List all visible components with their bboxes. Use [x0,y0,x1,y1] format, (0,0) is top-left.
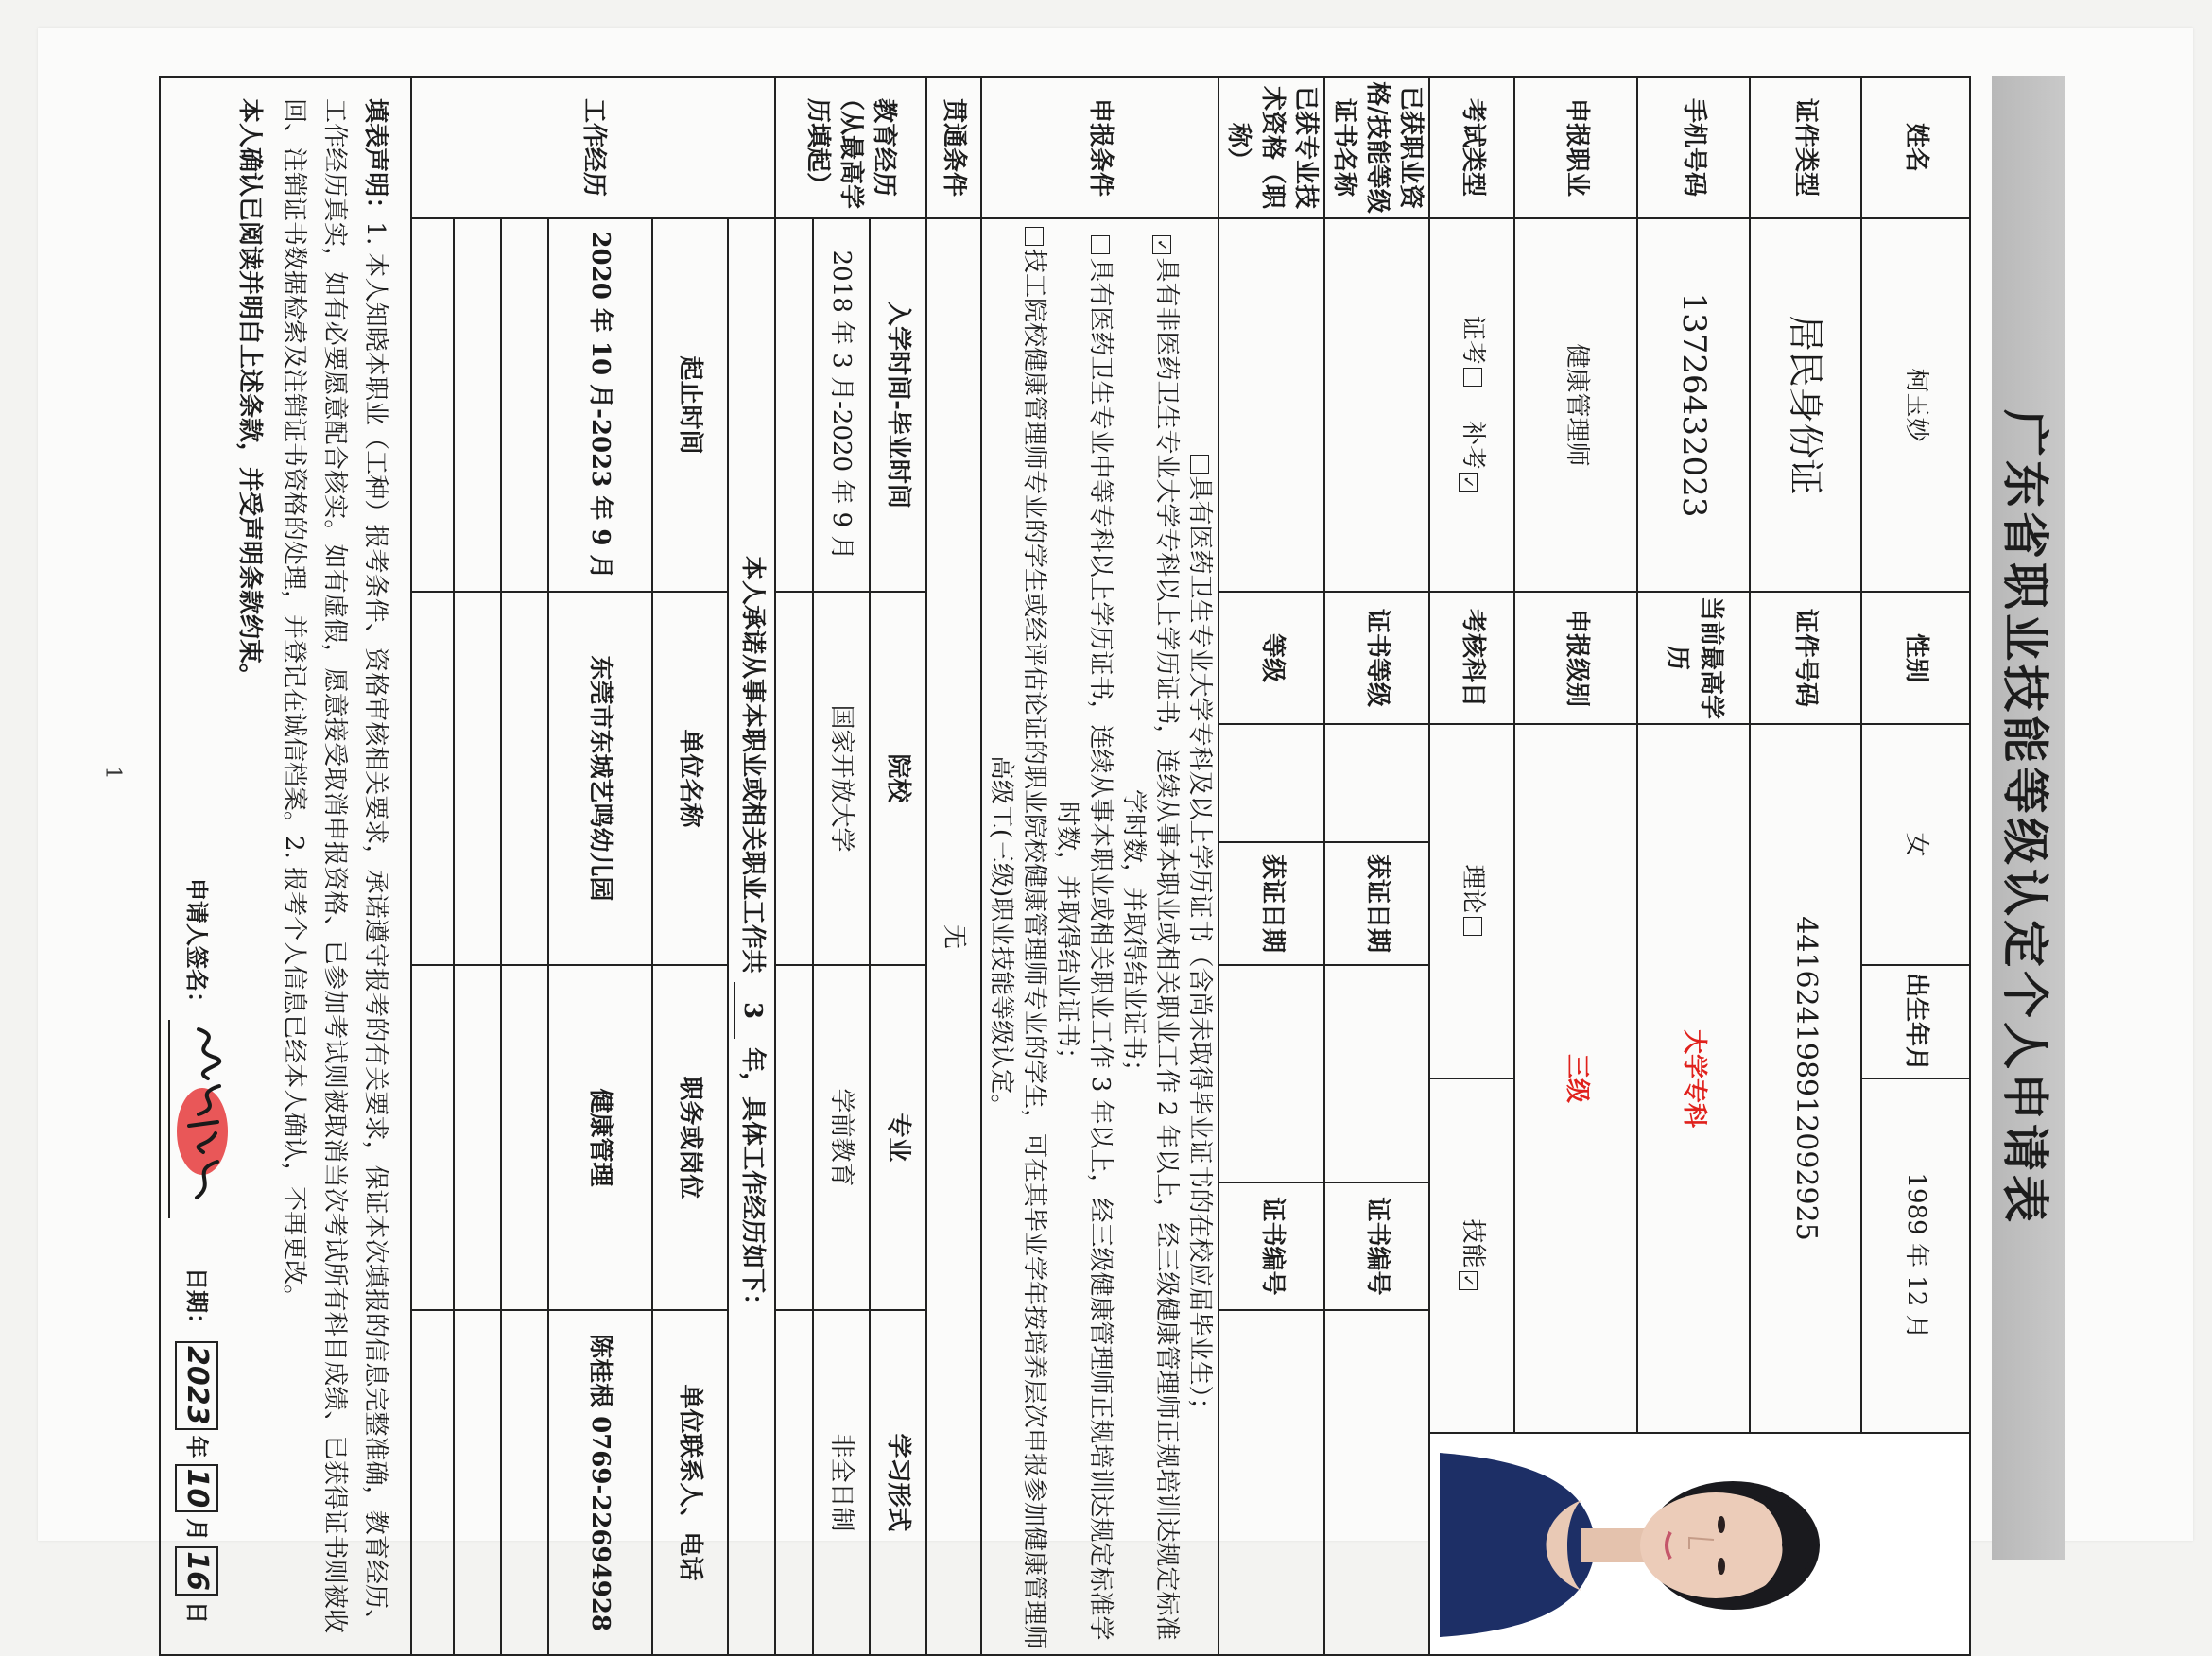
work-row-1-time: 2020 年 10 月-2023 年 9 月 [548,218,652,592]
label-exam-subjects: 考核科目 [1429,592,1514,724]
condition-2-checkbox[interactable]: ✓ [1152,235,1171,254]
value-id-type: 居民身份证 [1750,218,1861,592]
declaration-heading: 填表声明： [360,98,389,222]
declaration-body: 1. 本人知晓本职业（工种）报考条件、资格审核相关要求，承诺遵守报考的有关要求，保证本次填报的信息完整准确，教育经历、工作经历真实，如有必要愿意配合核实。如有虚假，愿意接受取消申报资格、已参加考试则被取消当次考试所有科目成绩、已获得证书则被收回、注销证书数据检索及注销证书资格的处理，并登记在诚信档案。2. 报考个人信息已经本人确认，不再更改。 [279,98,389,1634]
edu-header-form: 学习形式 [870,1310,926,1655]
work-row-3-position [454,965,501,1310]
edu-row-2-major [775,965,813,1310]
work-row-1-contact: 陈桂根 0769-22694928 [548,1310,652,1655]
edu-header-major: 专业 [870,965,926,1310]
value-cert-occupational [1324,218,1429,592]
label-title-cert-no: 证书编号 [1218,1182,1323,1310]
value-title-issue-date [1218,965,1323,1182]
work-intro-before: 本人承诺从事本职业或相关职业工作共 [738,555,768,974]
condition-4-text: 技工院校健康管理师专业的学生或经评估论证的职业院校健康管理师专业的学生，可在其毕业学年按培养层次申报参加健康管理师高级工(三级)职业技能等级认定。 [986,249,1048,1650]
work-intro [728,218,775,1655]
photo-cell [1429,1433,1970,1655]
value-phone: 13726432023 [1637,218,1749,592]
date-year-unit: 年 [182,1435,211,1458]
subject-skill-option [1429,1078,1514,1433]
edu-row-2-school [775,592,813,965]
edu-header-school: 院校 [870,592,926,965]
label-gender: 性别 [1861,592,1970,724]
value-occupation: 健康管理师 [1514,218,1637,592]
label-conditions: 申报条件 [981,77,1219,218]
exam-type-cert-checkbox[interactable] [1463,368,1482,387]
exam-type-options [1429,218,1514,592]
edu-row-1-time: 2018 年 3 月-2020 年 9 月 [813,218,870,592]
declaration-confirm: 本人确认已阅读并明白上述条款，并受声明条款约束。 [235,98,265,689]
value-through: 无 [926,218,981,1655]
work-row-3-time [454,218,501,592]
label-education: 当前最高学历 [1637,592,1749,724]
work-intro-after: 年，具体工作经历如下： [738,1047,768,1319]
work-row-4-contact [411,1310,454,1655]
work-row-3-contact [454,1310,501,1655]
label-work-history: 工作经历 [411,77,775,218]
work-row-1-position: 健康管理 [548,965,652,1310]
condition-3 [1050,223,1116,1650]
condition-2-text: 具有非医药卫生专业大学专科以上学历证书，连续从事本职业或相关职业工作 2 年以上，经三级健康管理师正规培训达规定标准学时数，并取得结业证书； [1119,257,1182,1641]
value-id-number: 441624198912092925 [1750,724,1861,1433]
page-number: 1 [100,766,125,780]
signature-stamp [176,1020,236,1218]
label-cert-occupational: 已获职业资格/技能等级证书名称 [1324,77,1429,218]
condition-3-text: 具有医药卫生专业中等专科以上学历证书，连续从事本职业或相关职业工作 3 年以上，经三级健康管理师正规培训达规定标准学时数，并取得结业证书； [1052,257,1115,1641]
form-title: 广东省职业技能等级认定个人申请表 [1992,76,2065,1560]
subject-theory-label: 理论 [1458,864,1487,914]
value-education: 大学专科 [1637,724,1749,1433]
condition-2 [1116,223,1183,1650]
work-years: 3 [734,982,769,1039]
date-day[interactable]: 16 [175,1546,218,1596]
signature-row [168,98,225,1633]
exam-type-cert-label: 证考 [1458,315,1487,365]
subject-skill-label: 技能 [1458,1218,1487,1268]
label-birth: 出生年月 [1861,965,1970,1078]
label-title-issue-date: 获证日期 [1218,842,1323,965]
condition-3-checkbox[interactable] [1091,235,1110,254]
work-header-time: 起止时间 [652,218,728,592]
work-row-3-unit [454,592,501,965]
exam-type-makeup-label: 补考 [1458,421,1487,471]
value-cert-level [1324,724,1429,842]
work-header-unit: 单位名称 [652,592,728,965]
condition-1-text: 具有医药卫生专业大学专科及以上学历证书（含尚未取得毕业证书的在校应届毕业生）； [1185,475,1215,1423]
conditions-list [981,218,1219,1655]
label-through: 贯通条件 [926,77,981,218]
declaration-cell [160,77,411,1655]
label-id-type: 证件类型 [1750,77,1861,218]
label-cert-level: 证书等级 [1324,592,1429,724]
work-row-4-position [411,965,454,1310]
condition-4 [984,223,1050,1650]
subject-skill-checkbox[interactable]: ✓ [1459,1271,1478,1290]
form-table [159,76,1971,1656]
label-level: 申报级别 [1514,592,1637,724]
label-phone: 手机号码 [1637,77,1749,218]
work-row-2-contact [501,1310,548,1655]
label-grade: 等级 [1218,592,1323,724]
value-cert-title [1218,218,1323,592]
edu-row-2-time [775,218,813,592]
edu-header-time: 入学时间-毕业时间 [870,218,926,592]
portrait-illustration [1440,1434,1969,1654]
edu-row-1-school: 国家开放大学 [813,592,870,965]
edu-row-2-form [775,1310,813,1655]
work-row-2-position [501,965,548,1310]
work-row-2-unit [501,592,548,965]
condition-1-checkbox[interactable] [1190,455,1209,474]
date-year[interactable]: 2023 [175,1341,218,1430]
value-issue-date [1324,965,1429,1182]
value-gender: 女 [1861,724,1970,965]
signature-field[interactable] [168,1020,225,1218]
work-row-4-time [411,218,454,592]
label-id-number: 证件号码 [1750,592,1861,724]
work-row-4-unit [411,592,454,965]
date-day-unit: 日 [182,1601,211,1625]
value-level: 三级 [1514,724,1637,1433]
value-title-cert-no [1218,1310,1323,1655]
subject-theory-checkbox[interactable] [1463,917,1482,936]
condition-1 [1183,223,1216,1650]
edu-row-1-form: 非全日制 [813,1310,870,1655]
applicant-photo [1430,1434,1969,1654]
sign-label: 申请人签名： [182,878,211,1015]
date-month-unit: 月 [182,1518,211,1542]
edu-row-1-major: 学前教育 [813,965,870,1310]
date-month[interactable]: 10 [175,1464,218,1513]
declaration [161,78,410,1654]
application-form [128,76,2065,1650]
exam-type-makeup-checkbox[interactable]: ✓ [1459,473,1478,492]
label-name: 姓名 [1861,77,1970,218]
label-cert-no: 证书编号 [1324,1182,1429,1310]
value-cert-no [1324,1310,1429,1655]
value-name: 柯玉妙 [1861,218,1970,592]
work-row-1-unit: 东莞市东城艺鸣幼儿园 [548,592,652,965]
label-occupation: 申报职业 [1514,77,1637,218]
value-grade [1218,724,1323,842]
work-row-2-time [501,218,548,592]
label-exam-type: 考试类型 [1429,77,1514,218]
label-edu-history: 教育经历（从最高学历填起） [775,77,926,218]
value-birth: 1989 年 12 月 [1861,1078,1970,1433]
work-header-contact: 单位联系人、电话 [652,1310,728,1655]
condition-4-checkbox[interactable] [1025,227,1044,246]
date-label: 日期： [182,1268,211,1337]
label-cert-title: 已获专业技术资格（职称） [1218,77,1323,218]
work-header-position: 职务或岗位 [652,965,728,1310]
label-issue-date: 获证日期 [1324,842,1429,965]
subject-theory-option [1429,724,1514,1078]
